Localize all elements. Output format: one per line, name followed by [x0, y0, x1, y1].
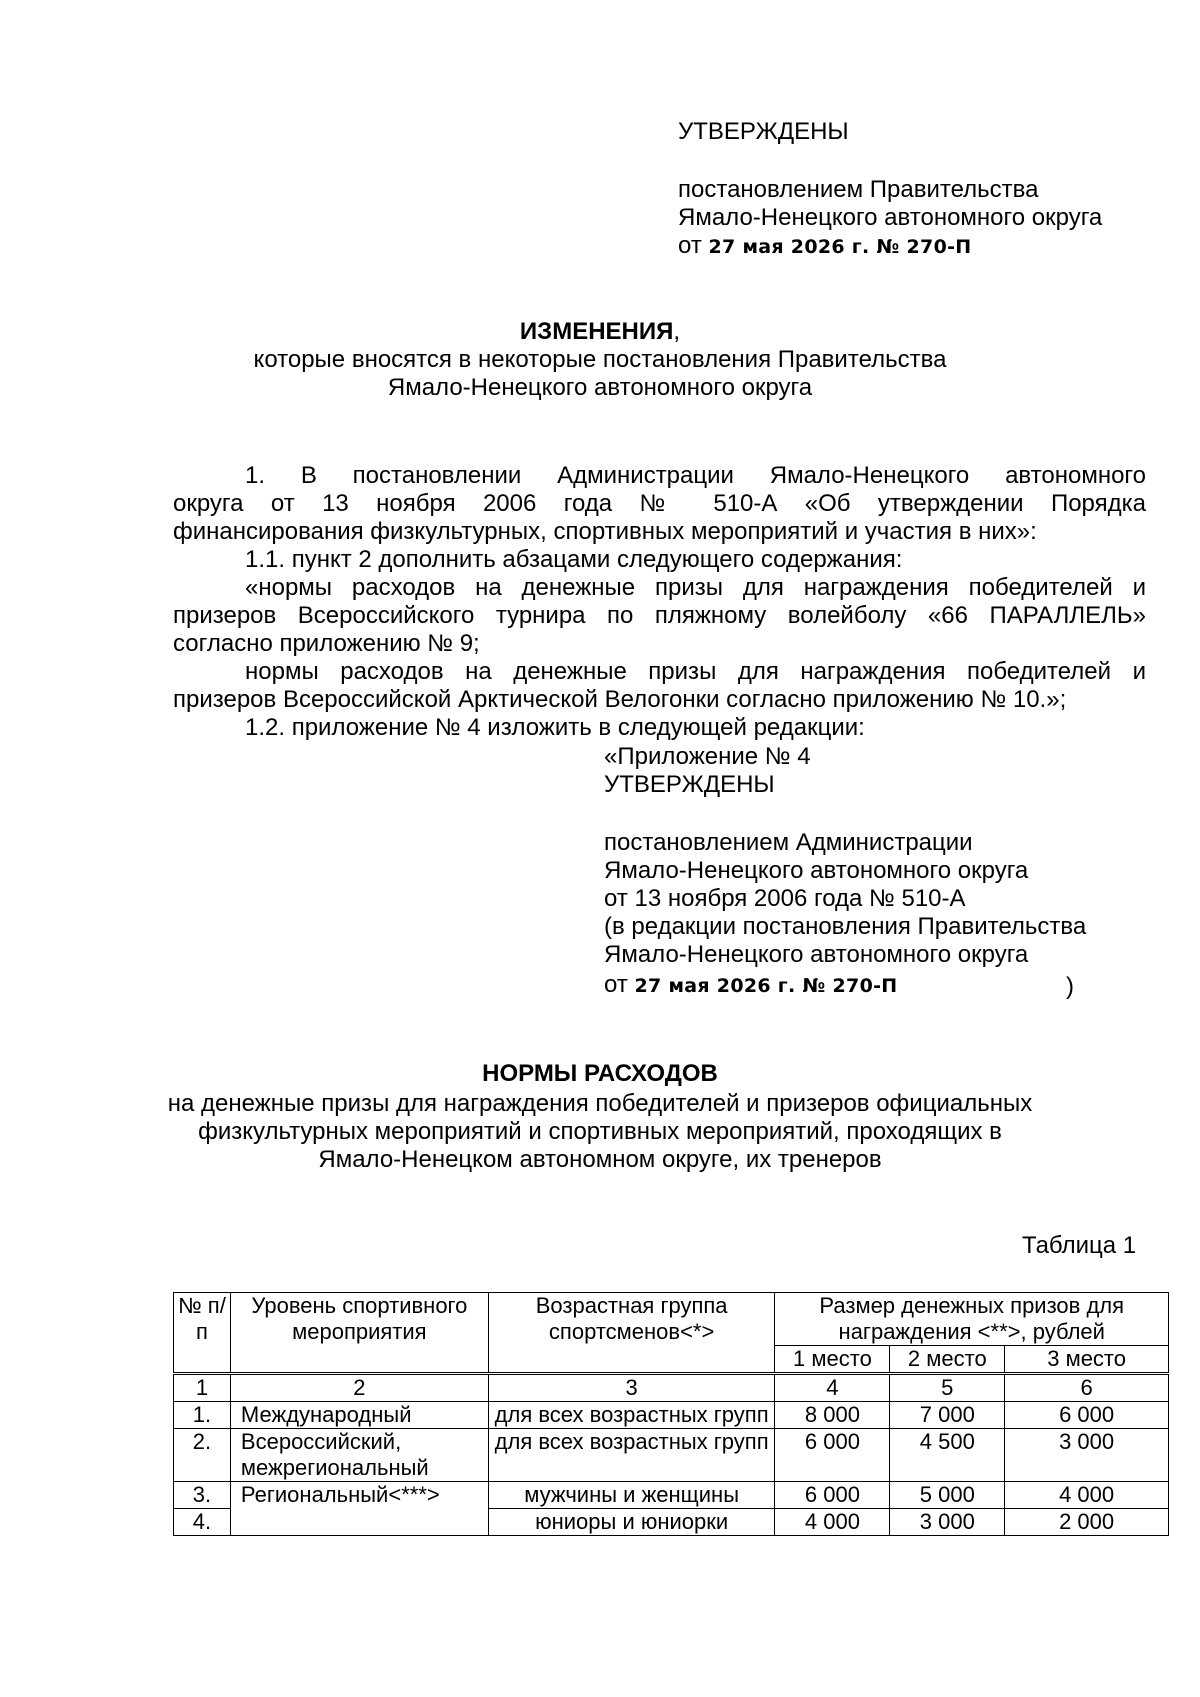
prizes-table [173, 1292, 1169, 1536]
table-column-numbers-row [174, 1374, 1169, 1402]
row-level: Региональный<***> [230, 1482, 488, 1536]
table-header-row [174, 1293, 1169, 1346]
header-place3: 3 место [1005, 1346, 1169, 1374]
annex-close-paren: ) [1066, 973, 1074, 1000]
header-number: № п/п [174, 1293, 231, 1374]
header-prize-size: Размер денежных призов для награждения <**>, рублей [775, 1293, 1169, 1346]
header-age-group: Возрастная группа спортсменов<*> [488, 1293, 775, 1374]
norms-line1: на денежные призы для награждения победителей и призеров официальных [167, 1090, 1033, 1117]
row-place2: 4 500 [890, 1429, 1005, 1482]
row-place3: 4 000 [1005, 1482, 1169, 1509]
annex-line6: (в редакции постановления Правительства [604, 913, 1087, 940]
para2: 1.1. пункт 2 дополнить абзацами следующего содержания: [245, 546, 903, 573]
changes-subtitle-line1: которые вносятся в некоторые постановления Правительства [253, 346, 947, 373]
annex-line7: Ямало-Ненецкого автономного округа [604, 941, 1029, 968]
para4-line1: нормы расходов на денежные призы для награждения победителей и [245, 658, 1146, 685]
changes-heading [150, 318, 1050, 346]
row-number: 1. [174, 1402, 231, 1429]
row-place1: 8 000 [775, 1402, 890, 1429]
annex-line2: УТВЕРЖДЕНЫ [604, 771, 775, 798]
approval-line1: постановлением Правительства [678, 176, 1039, 203]
colnum-5: 5 [890, 1374, 1005, 1402]
row-place2: 7 000 [890, 1402, 1005, 1429]
row-place2: 5 000 [890, 1482, 1005, 1509]
para3-line1: «нормы расходов на денежные призы для награждения победителей и [245, 574, 1146, 601]
row-place1: 6 000 [775, 1482, 890, 1509]
para1-line3: финансирования физкультурных, спортивных мероприятий и участия в них»: [173, 518, 1037, 545]
annex-date-prefix: от [604, 971, 628, 998]
table-row [174, 1429, 1169, 1482]
table-row [174, 1482, 1169, 1509]
row-age-group: юниоры и юниорки [488, 1509, 775, 1536]
norms-title-text: НОРМЫ РАСХОДОВ [482, 1060, 718, 1087]
colnum-3: 3 [488, 1374, 775, 1402]
row-level: Всероссийский, межрегиональный [230, 1429, 488, 1482]
row-place3: 3 000 [1005, 1429, 1169, 1482]
row-place2: 3 000 [890, 1509, 1005, 1536]
changes-title: ИЗМЕНЕНИЯ [519, 318, 674, 345]
changes-subtitle-line2: Ямало-Ненецкого автономного округа [387, 374, 813, 401]
approval-date [678, 232, 971, 261]
row-number: 3. [174, 1482, 231, 1509]
approval-date-prefix: от [678, 232, 702, 259]
row-place1: 6 000 [775, 1429, 890, 1482]
row-level: Международный [230, 1402, 488, 1429]
changes-title-suffix: , [673, 318, 681, 345]
norms-line3: Ямало-Ненецком автономном округе, их тренеров [318, 1146, 882, 1173]
norms-line2: физкультурных мероприятий и спортивных мероприятий, проходящих в [198, 1118, 1002, 1145]
annex-line3: постановлением Администрации [604, 829, 973, 856]
para1-line2: округа от 13 ноября 2006 года № 510-А «Об утверждении Порядка [173, 490, 1146, 517]
para3-line3: согласно приложению № 9; [173, 630, 480, 657]
annex-line1: «Приложение № 4 [604, 743, 811, 770]
colnum-1: 1 [174, 1374, 231, 1402]
colnum-4: 4 [775, 1374, 890, 1402]
para1-line1: 1. В постановлении Администрации Ямало-Ненецкого автономного [245, 462, 1146, 489]
row-age-group: мужчины и женщины [488, 1482, 775, 1509]
row-number: 4. [174, 1509, 231, 1536]
para3-line2: призеров Всероссийского турнира по пляжному волейболу «66 ПАРАЛЛЕЛЬ» [173, 602, 1146, 629]
annex-line4: Ямало-Ненецкого автономного округа [604, 857, 1029, 884]
approval-date-stamp: 27 мая 2026 г. № 270-П [708, 236, 972, 258]
row-place3: 2 000 [1005, 1509, 1169, 1536]
annex-date [604, 971, 897, 1000]
colnum-6: 6 [1005, 1374, 1169, 1402]
row-place3: 6 000 [1005, 1402, 1169, 1429]
table-label: Таблица 1 [1022, 1232, 1137, 1259]
header-place1: 1 место [775, 1346, 890, 1374]
para5: 1.2. приложение № 4 изложить в следующей редакции: [245, 714, 865, 741]
table-row [174, 1402, 1169, 1429]
header-place2: 2 место [890, 1346, 1005, 1374]
row-age-group: для всех возрастных групп [488, 1402, 775, 1429]
annex-line5: от 13 ноября 2006 года № 510-А [604, 885, 966, 912]
colnum-2: 2 [230, 1374, 488, 1402]
annex-date-stamp: 27 мая 2026 г. № 270-П [634, 975, 898, 997]
approval-line2: Ямало-Ненецкого автономного округа [678, 204, 1103, 231]
row-place1: 4 000 [775, 1509, 890, 1536]
header-level: Уровень спортивного мероприятия [230, 1293, 488, 1374]
row-number: 2. [174, 1429, 231, 1482]
norms-title [150, 1060, 1050, 1088]
approval-title: УТВЕРЖДЕНЫ [678, 118, 849, 145]
para4-line2: призеров Всероссийской Арктической Велогонки согласно приложению № 10.»; [173, 686, 1067, 713]
row-age-group: для всех возрастных групп [488, 1429, 775, 1482]
